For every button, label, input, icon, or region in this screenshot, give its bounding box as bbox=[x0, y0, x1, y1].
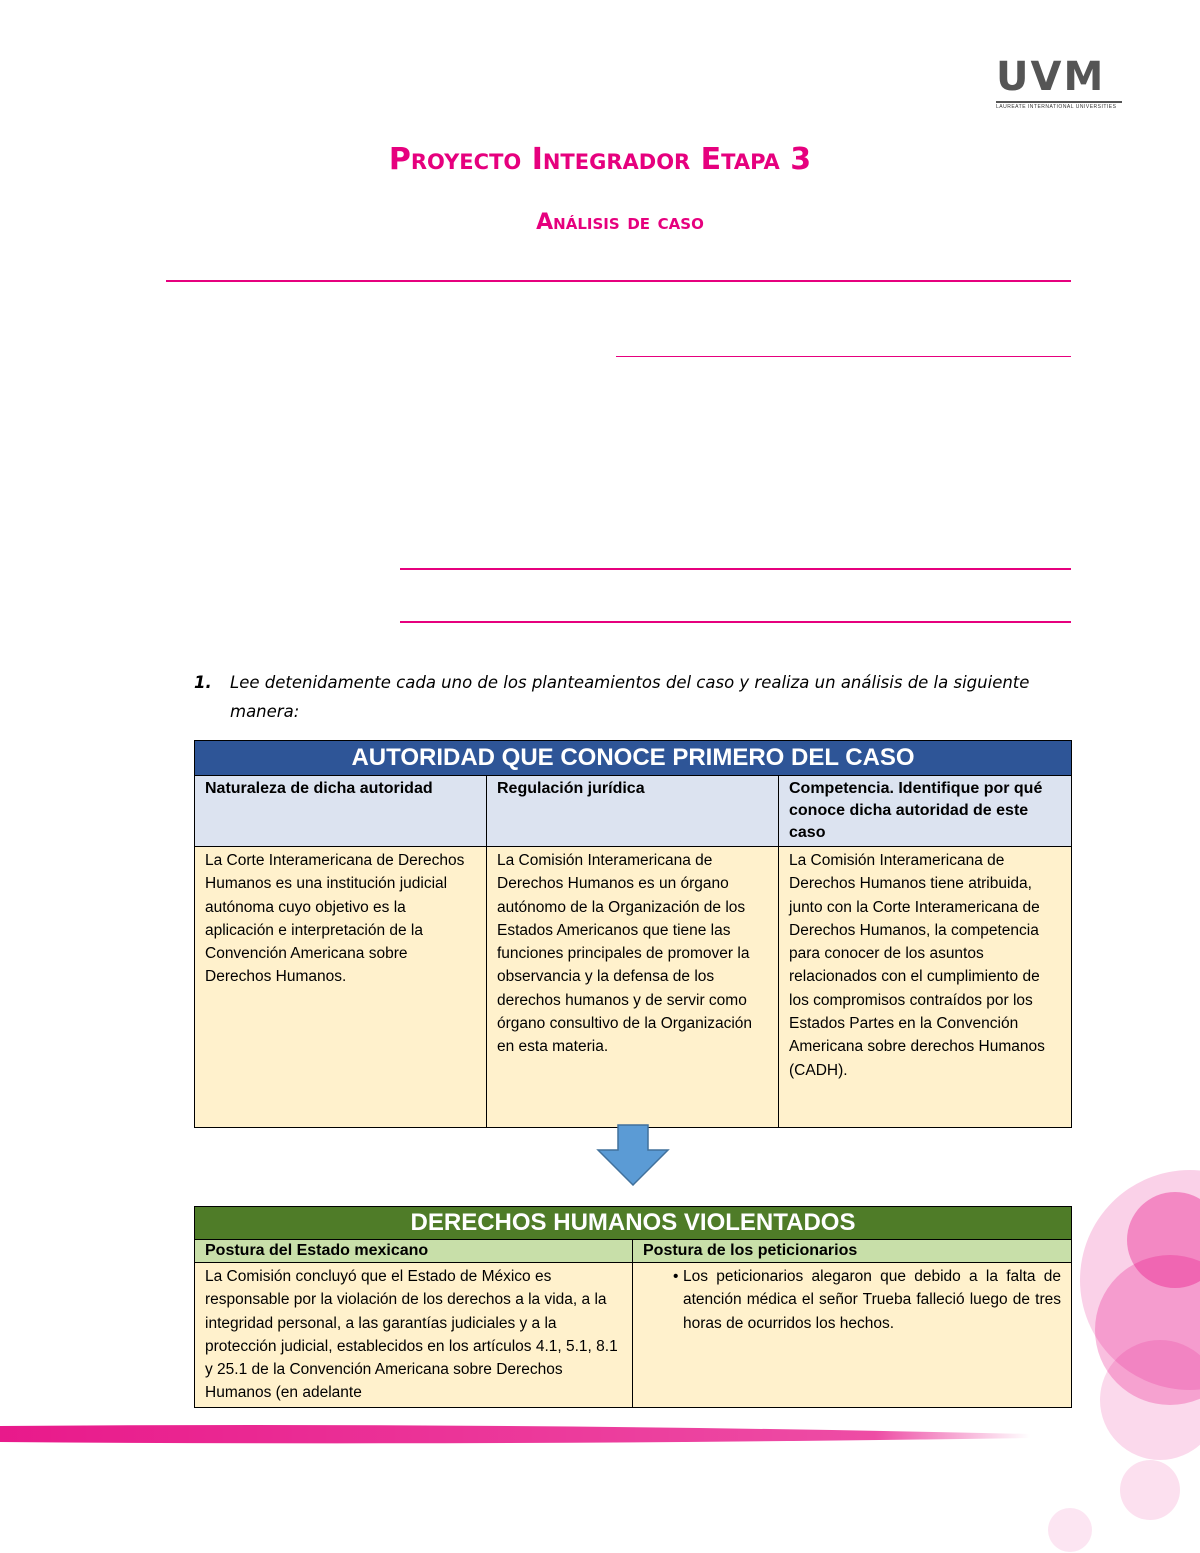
instruction-text: Lee detenidamente cada uno de los planteamientos del caso y realiza un análisis de la siguiente manera: bbox=[230, 673, 1030, 721]
rights-table-heading: DERECHOS HUMANOS VIOLENTADOS bbox=[195, 1207, 1072, 1240]
page-title bbox=[0, 142, 1200, 177]
title-rule bbox=[166, 280, 1071, 282]
bullet-icon: • bbox=[673, 1268, 679, 1285]
cell-estado: La Comisión concluyó que el Estado de México es responsable por la violación de los derechos a la vida, a la integridad personal, a las garantías judiciales y a la protección judicial, establecidos en los artículos 4.1, 5.1, 8.1 y 25.1 de la Convención Americana sobre Derechos Humanos (en adelante bbox=[195, 1263, 633, 1408]
instruction bbox=[194, 668, 1074, 726]
field-rule-1 bbox=[400, 568, 1071, 570]
column-header-estado: Postura del Estado mexicano bbox=[195, 1240, 633, 1263]
decorative-circles bbox=[960, 1160, 1200, 1553]
authority-table-heading: AUTORIDAD QUE CONOCE PRIMERO DEL CASO bbox=[195, 741, 1072, 776]
bullet-text: Los peticionarios alegaron que debido a la falta de atención médica el señor Trueba falleció luego de tres horas de ocurridos los hechos. bbox=[683, 1268, 1062, 1332]
cell-naturaleza: La Corte Interamericana de Derechos Humanos es una institución judicial autónoma cuyo objetivo es la aplicación e interpretación de la Convención Americana sobre Derechos Humanos. bbox=[195, 847, 487, 1128]
instruction-number: 1. bbox=[194, 673, 212, 692]
logo-text: UVM bbox=[996, 54, 1106, 100]
title-text: Proyecto Integrador Etapa 3 bbox=[388, 142, 812, 177]
rights-table bbox=[194, 1206, 1072, 1408]
page-subtitle bbox=[0, 210, 1200, 235]
logo-subtitle: LAUREATE INTERNATIONAL UNIVERSITIES bbox=[996, 101, 1122, 110]
column-header-naturaleza: Naturaleza de dicha autoridad bbox=[195, 776, 487, 847]
column-header-regulacion: Regulación jurídica bbox=[487, 776, 779, 847]
cell-competencia: La Comisión Interamericana de Derechos Humanos tiene atribuida, junto con la Corte Interamericana de Derechos Humanos, la competencia para conocer de los asuntos relacionados con el cumplimiento de los compromisos contraídos por los Estados Partes en la Convención Americana sobre derechos Humanos (CADH). bbox=[779, 847, 1072, 1128]
name-rule bbox=[616, 356, 1071, 357]
subtitle-text: Análisis de caso bbox=[536, 210, 704, 235]
cell-regulacion: La Comisión Interamericana de Derechos Humanos es un órgano autónomo de la Organización de los Estados Americanos que tiene las funciones principales de promover la observancia y la defensa de los derechos humanos y de servir como órgano consultivo de la Organización en esta materia. bbox=[487, 847, 779, 1128]
column-header-peticionarios: Postura de los peticionarios bbox=[633, 1240, 1072, 1263]
authority-table bbox=[194, 740, 1072, 1128]
field-rule-2 bbox=[400, 621, 1071, 623]
uvm-logo bbox=[996, 54, 1122, 110]
column-header-competencia: Competencia. Identifique por qué conoce dicha autoridad de este caso bbox=[779, 776, 1072, 847]
down-arrow-icon bbox=[596, 1124, 670, 1186]
footer-stroke bbox=[0, 1420, 1030, 1446]
